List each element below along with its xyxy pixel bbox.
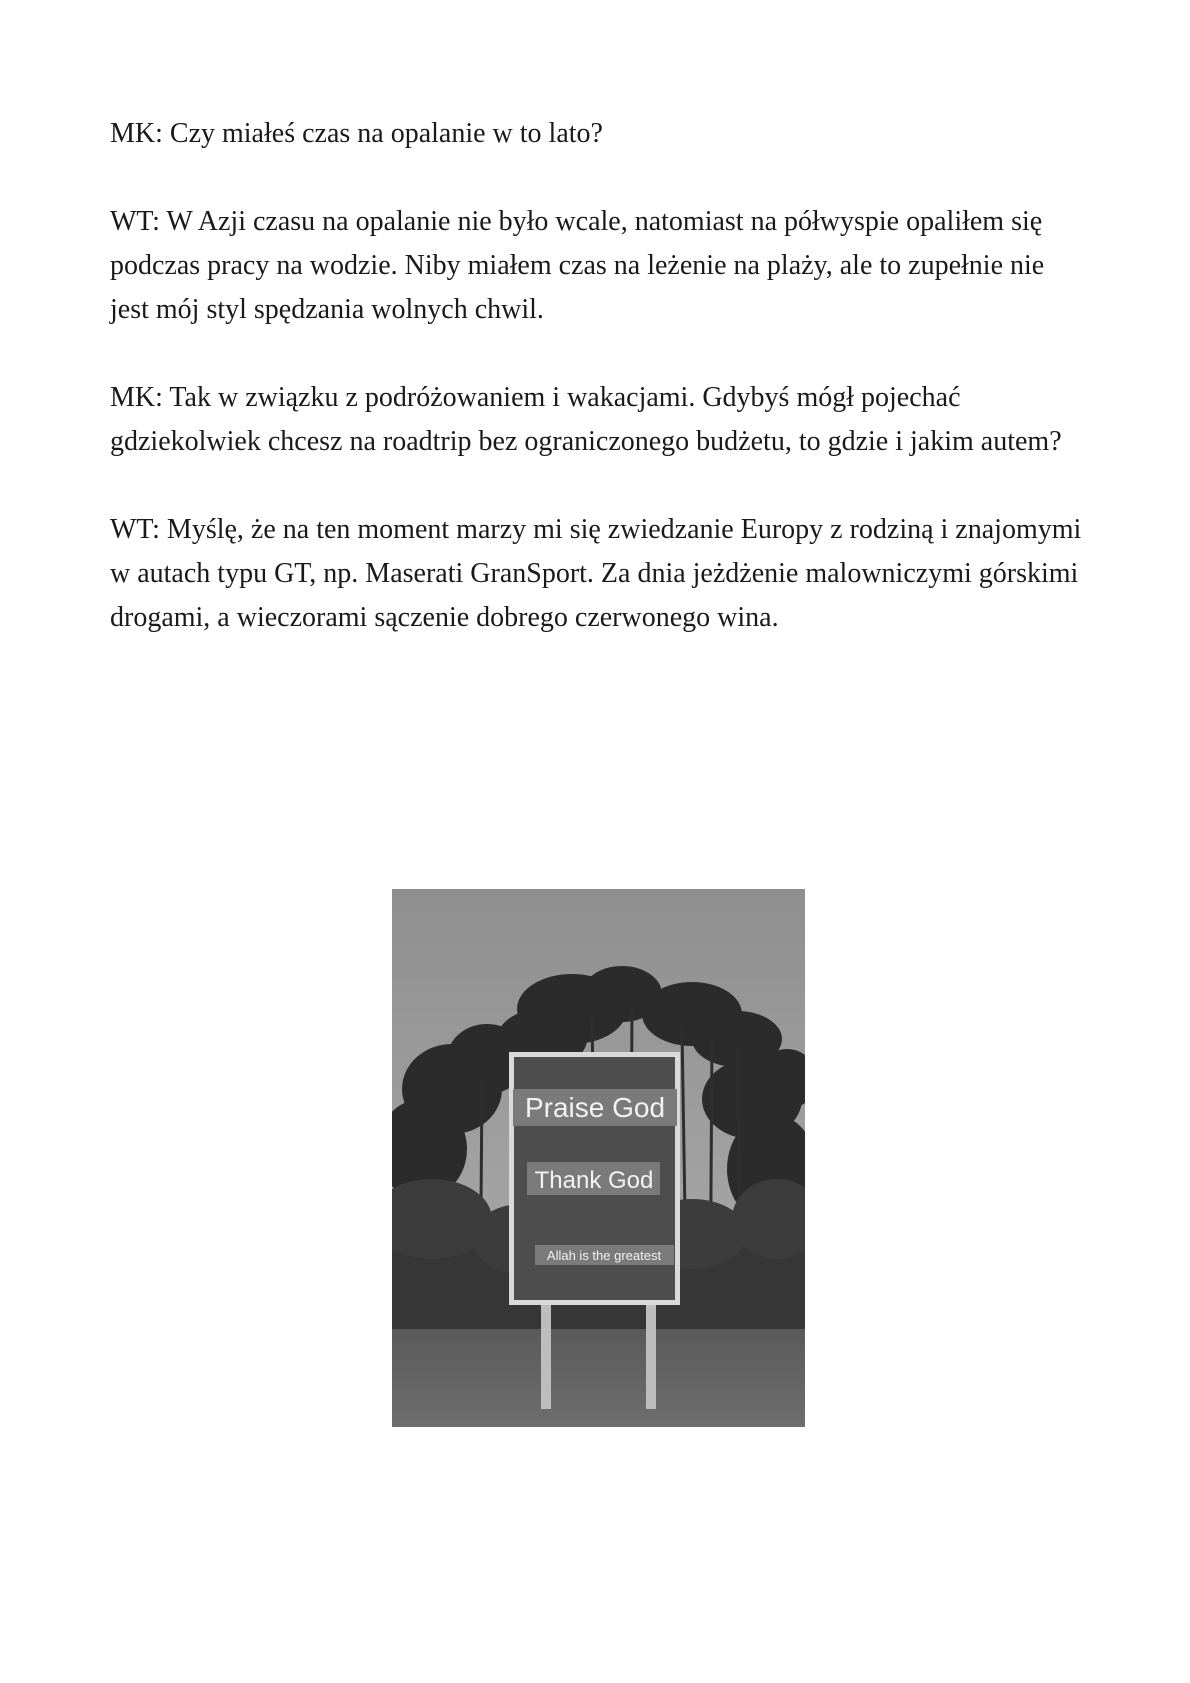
- paragraph-answer-1: WT: W Azji czasu na opalanie nie było wcale, natomiast na półwyspie opaliłem się podczas pracy na wodzie. Niby miałem czas na leżenie na plaży, ale to zupełnie nie jest mój styl spędzania wolnych chwil.: [110, 206, 1045, 325]
- sign-line-1: Praise God: [524, 1092, 666, 1123]
- sign-line-3: Allah is the greatest: [546, 1248, 662, 1263]
- interview-text: [110, 112, 1090, 684]
- paragraph-question-2: MK: Tak w związku z podróżowaniem i wakacjami. Gdybyś mógł pojechać gdziekolwiek chcesz na roadtrip bez ograniczonego budżetu, to gdzie i jakim autem?: [110, 382, 1062, 457]
- sign-post-left: [541, 1299, 551, 1409]
- paragraph-question-1: MK: Czy miałeś czas na opalanie w to lato?: [110, 118, 603, 149]
- sign-line-2: Thank God: [534, 1167, 654, 1194]
- roadside-sign-photo: [392, 889, 805, 1427]
- paragraph-answer-2: WT: Myślę, że na ten moment marzy mi się zwiedzanie Europy z rodziną i znajomymi w autach typu GT, np. Maserati GranSport. Za dnia jeżdżenie malowniczymi górskimi drogami, a wieczorami sączenie dobrego czerwonego wina.: [110, 514, 1082, 633]
- grass: [392, 1329, 805, 1427]
- photo-illustration: [392, 889, 805, 1427]
- sign-post-right: [646, 1299, 656, 1409]
